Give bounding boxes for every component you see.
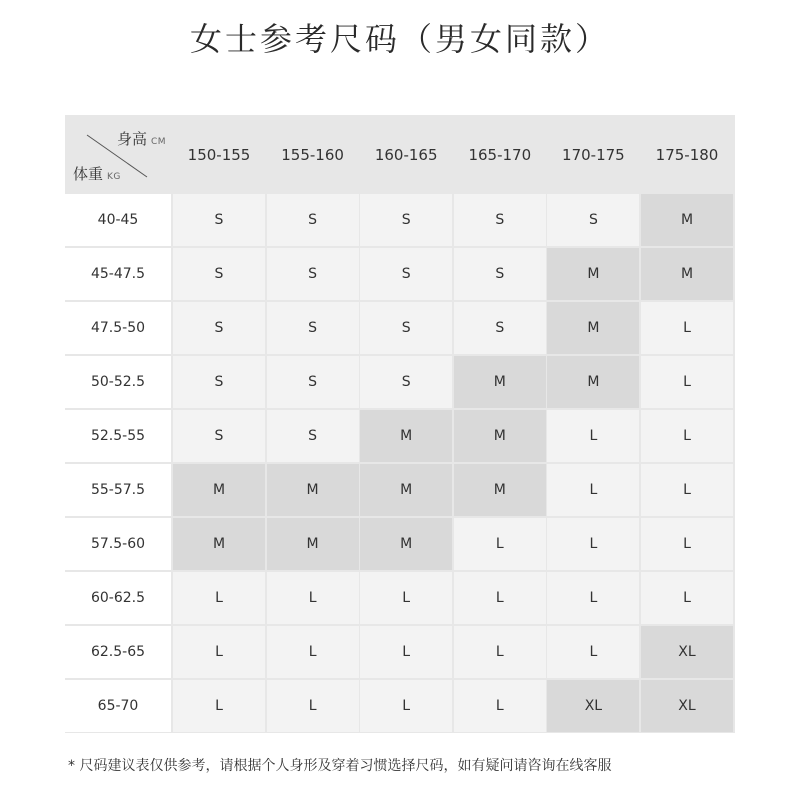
size-cell: L	[454, 518, 546, 570]
size-cell: S	[360, 248, 452, 300]
size-cell: S	[267, 194, 359, 246]
size-cell: S	[267, 302, 359, 354]
weight-row-header: 47.5-50	[65, 302, 171, 354]
size-cell: L	[547, 572, 639, 624]
size-cell: L	[641, 464, 733, 516]
weight-row-header: 40-45	[65, 194, 171, 246]
weight-row-header: 62.5-65	[65, 626, 171, 678]
weight-row-header: 45-47.5	[65, 248, 171, 300]
size-cell: L	[641, 302, 733, 354]
size-cell: S	[173, 248, 265, 300]
size-cell: M	[360, 518, 452, 570]
height-column-header: 170-175	[562, 146, 625, 164]
weight-axis-label: 体重 KG	[73, 165, 121, 183]
size-cell: L	[641, 572, 733, 624]
size-cell: L	[173, 572, 265, 624]
weight-row-header: 52.5-55	[65, 410, 171, 462]
size-cell: L	[641, 410, 733, 462]
size-cell: M	[267, 518, 359, 570]
size-cell: M	[454, 410, 546, 462]
size-cell: L	[641, 518, 733, 570]
size-cell: S	[173, 356, 265, 408]
size-cell: M	[547, 356, 639, 408]
size-cell: S	[267, 410, 359, 462]
size-cell: S	[454, 194, 546, 246]
size-cell: L	[267, 680, 359, 732]
weight-row-header: 50-52.5	[65, 356, 171, 408]
size-cell: L	[547, 464, 639, 516]
size-cell: S	[547, 194, 639, 246]
size-cell: S	[173, 194, 265, 246]
size-cell: S	[267, 248, 359, 300]
size-table	[65, 115, 735, 733]
size-cell: S	[454, 248, 546, 300]
height-column-header: 160-165	[374, 146, 438, 164]
size-cell: S	[267, 356, 359, 408]
size-cell: M	[454, 356, 546, 408]
size-cell: S	[173, 410, 265, 462]
size-cell: L	[454, 680, 546, 732]
size-cell: S	[360, 356, 452, 408]
page-title: 女士参考尺码（男女同款）	[189, 20, 610, 58]
weight-row-header: 65-70	[65, 680, 171, 732]
size-cell: L	[641, 356, 733, 408]
size-cell: M	[267, 464, 359, 516]
size-cell: XL	[641, 680, 733, 732]
size-cell: M	[173, 464, 265, 516]
size-cell: M	[173, 518, 265, 570]
size-cell: XL	[547, 680, 639, 732]
size-cell: S	[360, 194, 452, 246]
size-cell: M	[360, 464, 452, 516]
size-cell: S	[360, 302, 452, 354]
height-axis-label: 身高 CM	[117, 130, 167, 148]
size-cell: S	[454, 302, 546, 354]
weight-row-header: 55-57.5	[65, 464, 171, 516]
size-cell: M	[547, 248, 639, 300]
size-cell: M	[454, 464, 546, 516]
height-column-header: 150-155	[187, 146, 251, 164]
size-cell: L	[360, 680, 452, 732]
weight-row-header: 57.5-60	[65, 518, 171, 570]
size-cell: L	[173, 680, 265, 732]
size-cell: S	[173, 302, 265, 354]
size-cell: L	[547, 410, 639, 462]
size-cell: M	[641, 248, 733, 300]
size-cell: L	[454, 626, 546, 678]
size-cell: M	[641, 194, 733, 246]
size-cell: L	[547, 626, 639, 678]
size-cell: L	[454, 572, 546, 624]
size-cell: L	[360, 572, 452, 624]
height-column-header: 155-160	[281, 146, 344, 164]
size-cell: L	[267, 626, 359, 678]
size-cell: M	[547, 302, 639, 354]
footnote: * 尺码建议表仅供参考，请根据个人身形及穿着习惯选择尺码，如有疑问请咨询在线客服	[68, 758, 612, 774]
weight-row-header: 60-62.5	[65, 572, 171, 624]
size-cell: L	[173, 626, 265, 678]
size-cell: XL	[641, 626, 733, 678]
table-corner-header	[65, 115, 173, 191]
height-column-header: 175-180	[655, 146, 719, 164]
size-cell: L	[267, 572, 359, 624]
size-cell: L	[547, 518, 639, 570]
size-cell: M	[360, 410, 452, 462]
height-column-header: 165-170	[468, 146, 532, 164]
size-cell: L	[360, 626, 452, 678]
